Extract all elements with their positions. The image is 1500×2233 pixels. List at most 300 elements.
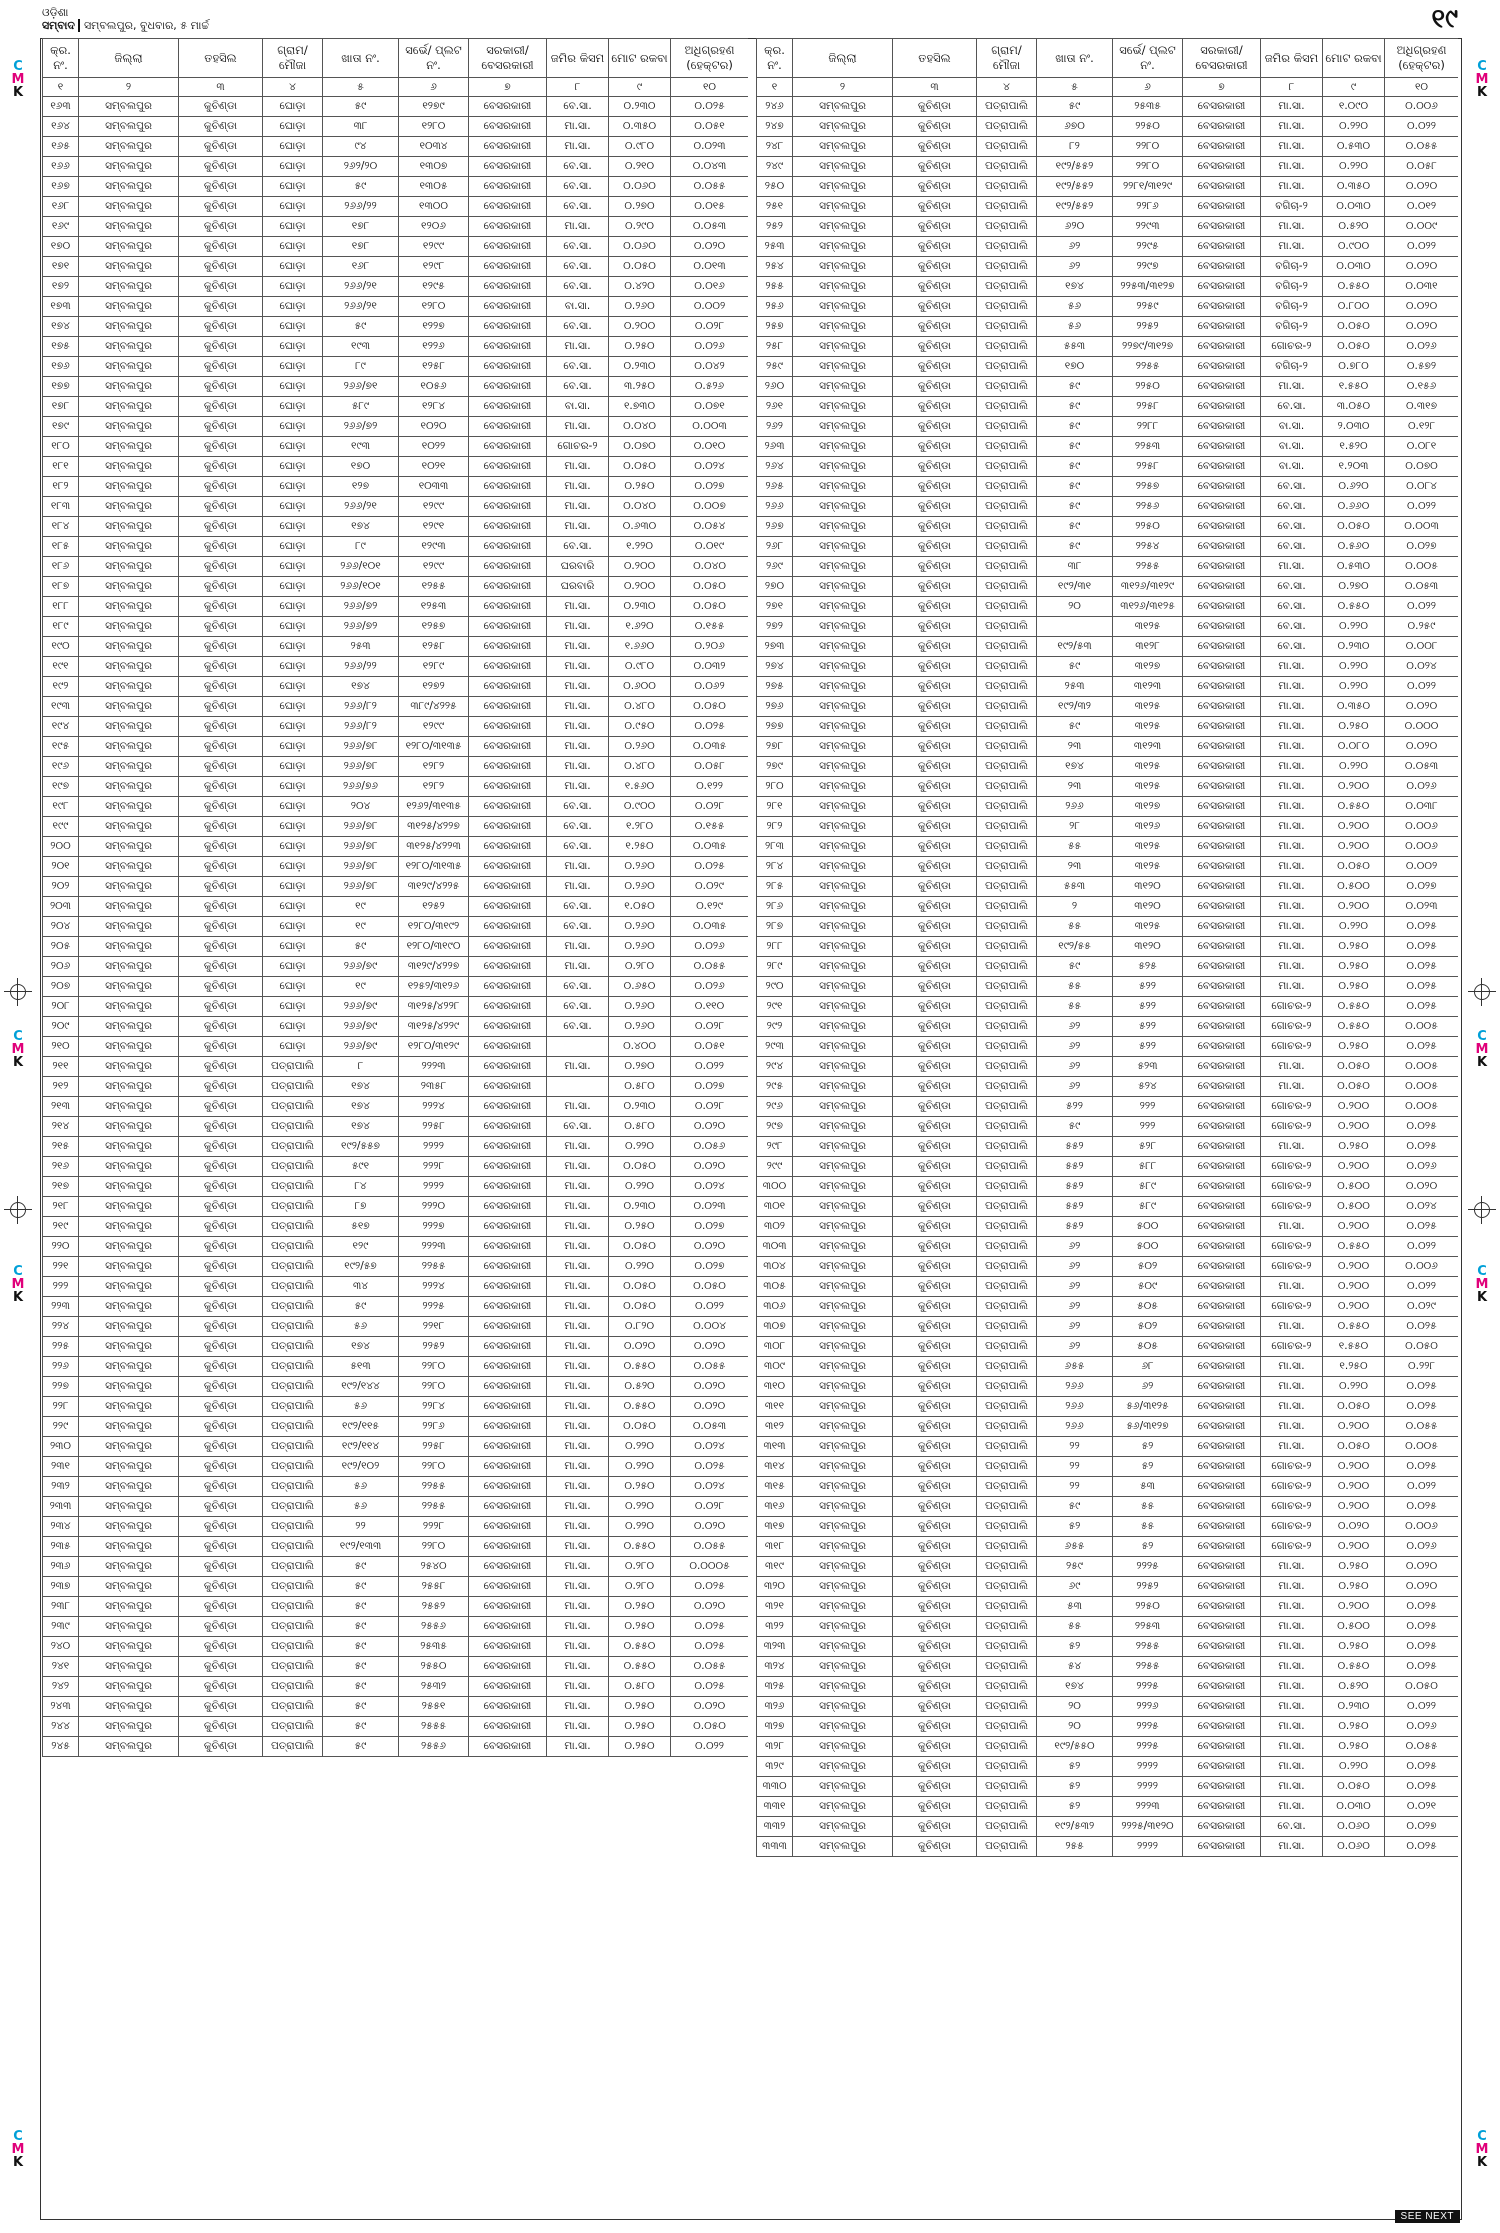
table-cell: ୦.୨୨୦ [609, 1517, 671, 1537]
table-row [757, 837, 1459, 857]
table-cell: ୦.୧୧୦ [671, 997, 749, 1017]
table-row [757, 657, 1459, 677]
table-cell: ୧୭୩ [43, 297, 79, 317]
table-cell: କୁଚିଣ୍ଡା [179, 877, 263, 897]
table-cell: ୧୨୯୩ [399, 537, 469, 557]
table-cell: ୨୬୬ [1037, 1417, 1113, 1437]
table-cell: କୁଚିଣ୍ଡା [893, 917, 977, 937]
table-cell: ପତ୍ରାପାଲି [263, 1677, 323, 1697]
table-cell: ସମ୍ବଲପୁର [793, 957, 893, 977]
table-cell: ସମ୍ବଲପୁର [79, 437, 179, 457]
table-cell: ୨୨୨୨ [399, 1137, 469, 1157]
table-cell: ପତ୍ରାପାଲି [977, 1557, 1037, 1577]
table-cell: ୨୬୬/୭୧ [323, 377, 399, 397]
table-cell: ୨୨ [1037, 1477, 1113, 1497]
table-cell: ୫୯ [1037, 457, 1113, 477]
table-row [43, 1557, 749, 1577]
column-number: ୫ [1037, 78, 1113, 97]
table-cell: ୦.୦୧୩ [671, 257, 749, 277]
table-cell: ଗୋଚର-୨ [1261, 1037, 1323, 1057]
table-cell: ମା.ସା. [1261, 937, 1323, 957]
table-cell: ୦.୦୦୬ [1385, 1257, 1459, 1277]
table-cell: କୁଚିଣ୍ଡା [893, 597, 977, 617]
table-cell: ବେ.ସା. [547, 837, 609, 857]
table-cell: ୩୧୪ [757, 1457, 793, 1477]
table-cell: କୁଚିଣ୍ଡା [893, 1177, 977, 1197]
table-cell: ୦.୦୫୦ [671, 597, 749, 617]
table-row [43, 1437, 749, 1457]
table-cell: ବେସରକାରୀ [469, 1437, 547, 1457]
table-cell: କୁଚିଣ୍ଡା [893, 1837, 977, 1857]
table-cell: ୨୮୫ [757, 877, 793, 897]
table-cell: ସମ୍ବଲପୁର [79, 417, 179, 437]
table-cell: ୨୬୬/୨୨ [323, 657, 399, 677]
table-cell: ୨୬୨ [757, 417, 793, 437]
table-cell: ଗୋଚର-୨ [1261, 1157, 1323, 1177]
table-cell: ୧୯୨/୫୫ [1037, 937, 1113, 957]
table-cell: ବେସରକାରୀ [1183, 277, 1261, 297]
table-cell: ୨୮୦ [757, 777, 793, 797]
city-label: ଓଡ଼ିଶା [42, 6, 69, 19]
table-cell: ଘୋଡ଼ା [263, 497, 323, 517]
table-cell: ୫୯ [1037, 657, 1113, 677]
table-cell: ୦.୧୫୫ [671, 817, 749, 837]
table-cell: ବେସରକାରୀ [1183, 1237, 1261, 1257]
table-cell: ୩୦୨ [757, 1217, 793, 1237]
table-cell: ୨୨୫୫ [1113, 1637, 1183, 1657]
table-cell: ୦.୦୨୪ [1385, 657, 1459, 677]
date-line: ସମ୍ବଲପୁର, ବୁଧବାର, ୫ ମାର୍ଚ୍ଚ [78, 19, 209, 32]
table-cell: ବେସରକାରୀ [469, 1277, 547, 1297]
table-cell: ବା.ସା. [547, 297, 609, 317]
table-cell: ୨୩ [1037, 857, 1113, 877]
table-cell: ବେ.ସା. [1261, 537, 1323, 557]
table-cell: ୩୧୨୫ [1113, 857, 1183, 877]
table-cell: ବେସରକାରୀ [1183, 517, 1261, 537]
table-cell: ପତ୍ରାପାଲି [263, 1357, 323, 1377]
table-row [757, 1797, 1459, 1817]
table-cell: ୦.୦୩୦ [1323, 197, 1385, 217]
column-number: ୬ [1113, 78, 1183, 97]
table-cell: କୁଚିଣ୍ଡା [893, 197, 977, 217]
table-cell: ୨୨୮୧/୩୧୨୯ [1113, 177, 1183, 197]
table-cell: ସମ୍ବଲପୁର [79, 1397, 179, 1417]
table-cell: ୦.୦୨୨ [1385, 237, 1459, 257]
table-cell: କୁଚିଣ୍ଡା [179, 1417, 263, 1437]
table-cell: ଘୋଡ଼ା [263, 537, 323, 557]
table-cell: ୦.୨୬୦ [609, 1017, 671, 1037]
table-row [757, 437, 1459, 457]
table-cell: ଘୋଡ଼ା [263, 857, 323, 877]
table-cell: ସମ୍ବଲପୁର [79, 1177, 179, 1197]
table-cell: ସମ୍ବଲପୁର [793, 1437, 893, 1457]
table-cell: ୦.୦୫୦ [1323, 517, 1385, 537]
table-cell: ୧୦୩୪ [399, 137, 469, 157]
table-cell: ୧୯୨/୫୫୭ [323, 1137, 399, 1157]
table-cell: ୦.୦୫୦ [1323, 317, 1385, 337]
table-cell: ୧୦୨୦ [399, 417, 469, 437]
table-cell: ବେସରକାରୀ [1183, 797, 1261, 817]
table-cell: ୧୨୮୦/୩୧୩୫ [399, 857, 469, 877]
table-cell: ପତ୍ରାପାଲି [977, 977, 1037, 997]
table-cell: ବେସରକାରୀ [469, 237, 547, 257]
table-cell: କୁଚିଣ୍ଡା [179, 257, 263, 277]
table-cell: ସମ୍ବଲପୁର [79, 317, 179, 337]
table-cell: ୨୦ [1037, 597, 1113, 617]
table-cell: ଘୋଡ଼ା [263, 517, 323, 537]
table-cell: ୨୨୫ [43, 1337, 79, 1357]
table-cell: ୦.୯୫୦ [609, 717, 671, 737]
table-cell: ୦.୨୨୦ [609, 1457, 671, 1477]
table-cell: ମା.ସା. [547, 1417, 609, 1437]
table-row [43, 1417, 749, 1437]
table-cell: ବେସରକାରୀ [469, 457, 547, 477]
table-row [43, 157, 749, 177]
table-cell: ୨୬୬/୮୨ [323, 697, 399, 717]
table-cell: ୦.୦୦୭ [671, 497, 749, 517]
table-cell: ୩୪ [323, 1277, 399, 1297]
table-cell: କୁଚିଣ୍ଡା [893, 637, 977, 657]
table-cell: ସମ୍ବଲପୁର [79, 1677, 179, 1697]
table-cell: ୨୨୨୨ [1113, 1837, 1183, 1857]
table-cell: ୩୦୧ [757, 1197, 793, 1217]
table-cell: ବେସରକାରୀ [1183, 637, 1261, 657]
table-cell: ସମ୍ବଲପୁର [79, 577, 179, 597]
table-cell: ସମ୍ବଲପୁର [793, 1177, 893, 1197]
table-row [757, 1077, 1459, 1097]
table-cell: ୨୬୫ [757, 477, 793, 497]
table-cell: ୨୬୬/୭୨ [323, 617, 399, 637]
table-row [757, 937, 1459, 957]
table-cell: ୦.୦୨୨ [671, 1057, 749, 1077]
table-cell: ୦.୦୨୨ [1385, 1697, 1459, 1717]
table-cell: ୦.୨୦୦ [1323, 1477, 1385, 1497]
table-cell: ୦.୦୨୭ [1385, 877, 1459, 897]
table-cell: ବେସରକାରୀ [1183, 117, 1261, 137]
table-cell: ୦.୦୦୦୫ [671, 1557, 749, 1577]
table-row [757, 397, 1459, 417]
table-cell: ବେସରକାରୀ [1183, 157, 1261, 177]
table-row [757, 917, 1459, 937]
table-cell: ୧.୨୫୦ [609, 837, 671, 857]
table-cell: ସମ୍ବଲପୁର [79, 237, 179, 257]
table-cell: ମା.ସା. [1261, 737, 1323, 757]
table-cell: ବେସରକାରୀ [469, 1157, 547, 1177]
table-cell: କୁଚିଣ୍ଡା [893, 1797, 977, 1817]
table-cell: କୁଚିଣ୍ଡା [179, 1017, 263, 1037]
table-cell: ୫୯ [1037, 717, 1113, 737]
table-cell: ଗୋଚର-୨ [1261, 1257, 1323, 1277]
table-cell: ବେସରକାରୀ [469, 657, 547, 677]
table-cell: ୦.୫୫୦ [1323, 1017, 1385, 1037]
table-cell: କୁଚିଣ୍ଡା [893, 657, 977, 677]
table-cell: ୧୨୫୫ [399, 577, 469, 597]
table-cell: ୦.୦୫୫ [671, 1357, 749, 1377]
table-cell: କୁଚିଣ୍ଡା [179, 1597, 263, 1617]
table-cell: ୧୯୮ [43, 797, 79, 817]
table-cell: ୨୨୨୭ [399, 1217, 469, 1237]
table-cell: ବେସରକାରୀ [469, 397, 547, 417]
table-cell: ୨୦୬ [43, 957, 79, 977]
table-cell: ୨୯୬ [757, 1097, 793, 1117]
table-cell: କୁଚିଣ୍ଡା [893, 857, 977, 877]
table-cell: ୦.୦୨୦ [671, 1597, 749, 1617]
table-cell: ୬୫୫ [1037, 1537, 1113, 1557]
table-cell: ସମ୍ବଲପୁର [793, 477, 893, 497]
table-cell: ୨୩୮ [43, 1597, 79, 1617]
table-cell: ପତ୍ରାପାଲି [263, 1717, 323, 1737]
table-cell: ୦.୫୦୦ [1323, 1617, 1385, 1637]
table-cell: ସମ୍ବଲପୁର [793, 1077, 893, 1097]
table-cell: ଘୋଡ଼ା [263, 397, 323, 417]
table-cell: ୧୨୫୮ [399, 357, 469, 377]
table-cell: ବେସରକାରୀ [469, 517, 547, 537]
table-cell: କୁଚିଣ୍ଡା [893, 1497, 977, 1517]
column-number-row [757, 78, 1459, 97]
table-cell: ୧୭୮ [323, 237, 399, 257]
table-cell: ସମ୍ବଲପୁର [79, 1697, 179, 1717]
table-cell: ପତ୍ରାପାଲି [977, 217, 1037, 237]
table-cell: ଘୋଡ଼ା [263, 637, 323, 657]
table-cell: ମା.ସା. [547, 1517, 609, 1537]
table-row [43, 1157, 749, 1177]
table-row [43, 237, 749, 257]
table-cell: ୫୨୪ [1113, 1077, 1183, 1097]
table-cell: ୨୨୫୫ [1113, 557, 1183, 577]
table-cell: କୁଚିଣ୍ଡା [179, 397, 263, 417]
table-row [43, 337, 749, 357]
table-cell: ୧୮୭ [43, 577, 79, 597]
table-cell: ମା.ସା. [1261, 1617, 1323, 1637]
table-cell: ୦.୨୦୦ [1323, 1277, 1385, 1297]
table-cell: ମା.ସା. [1261, 1717, 1323, 1737]
table-cell: ମା.ସା. [547, 637, 609, 657]
table-row [43, 1077, 749, 1097]
table-row [757, 317, 1459, 337]
table-cell: ୨୨୫୦ [1113, 117, 1183, 137]
table-cell: ସମ୍ବଲପୁର [79, 1357, 179, 1377]
table-cell: ୨୨୨୫ [1113, 1677, 1183, 1697]
table-cell: ୦.୨୫୦ [609, 1617, 671, 1637]
table-cell: ୨୬୬/୨୨ [323, 197, 399, 217]
table-cell: କୁଚିଣ୍ଡା [179, 737, 263, 757]
table-cell: ବେସରକାରୀ [469, 197, 547, 217]
table-cell: ୦.୫୫୦ [1323, 997, 1385, 1017]
table-row [757, 1677, 1459, 1697]
table-cell: ୬୨ [1037, 1297, 1113, 1317]
table-row [43, 357, 749, 377]
table-cell: ଘୋଡ଼ା [263, 557, 323, 577]
column-header: ଖାତା ନଂ. [1037, 39, 1113, 78]
table-cell: ୬୭୦ [1037, 117, 1113, 137]
table-cell: ୦.୨୨୦ [1323, 157, 1385, 177]
table-cell: ବେସରକାରୀ [1183, 597, 1261, 617]
table-cell: ୨୧୩ [43, 1097, 79, 1117]
table-cell: ୨୯୧ [757, 997, 793, 1017]
table-cell: ପତ୍ରାପାଲି [263, 1497, 323, 1517]
table-cell: ୦.୨୬୦ [609, 877, 671, 897]
table-cell: ସମ୍ବଲପୁର [79, 1597, 179, 1617]
table-cell: ସମ୍ବଲପୁର [79, 1017, 179, 1037]
table-cell: ୯୪ [323, 137, 399, 157]
right-land-table [756, 38, 1458, 1857]
table-cell: ପତ୍ରାପାଲି [977, 377, 1037, 397]
table-cell: ବେସରକାରୀ [469, 137, 547, 157]
table-cell: ୦.୦୫୧ [671, 117, 749, 137]
table-cell: ୦.୫୫୦ [1323, 797, 1385, 817]
table-cell: ୫୯ [1037, 1497, 1113, 1517]
table-cell: କୁଚିଣ୍ଡା [893, 1097, 977, 1117]
table-cell: ୦.୦୨୫ [671, 1677, 749, 1697]
table-cell: ପତ୍ରାପାଲି [977, 277, 1037, 297]
table-row [43, 1497, 749, 1517]
table-cell: କୁଚିଣ୍ଡା [893, 1317, 977, 1337]
table-cell: ୨୮୮ [757, 937, 793, 957]
table-cell: ପତ୍ରାପାଲି [977, 757, 1037, 777]
table-cell: ୦.୫୨୦ [1323, 217, 1385, 237]
table-cell: ୨୦୮ [43, 997, 79, 1017]
table-cell: ପତ୍ରାପାଲି [977, 717, 1037, 737]
table-cell: ୨୬୬/୭୮ [323, 837, 399, 857]
table-cell: ବେସରକାରୀ [469, 157, 547, 177]
table-cell: ସମ୍ବଲପୁର [793, 797, 893, 817]
table-cell: ସମ୍ବଲପୁର [793, 737, 893, 757]
table-cell: ପତ୍ରାପାଲି [977, 937, 1037, 957]
table-cell: ୦.୨୩୦ [609, 597, 671, 617]
table-cell: ପତ୍ରାପାଲି [977, 1677, 1037, 1697]
table-cell: ବେସରକାରୀ [469, 1197, 547, 1217]
table-cell: କୁଚିଣ୍ଡା [179, 657, 263, 677]
table-row [43, 1337, 749, 1357]
table-cell: ୦.୦୦୩ [1385, 517, 1459, 537]
table-cell: କୁଚିଣ୍ଡା [179, 1557, 263, 1577]
table-row [757, 1257, 1459, 1277]
table-row [43, 777, 749, 797]
table-cell: ଗୋଚର-୨ [1261, 1337, 1323, 1357]
table-cell: ଘୋଡ଼ା [263, 257, 323, 277]
table-cell: ୦.୦୫୫ [671, 1537, 749, 1557]
table-cell: ମା.ସା. [1261, 1317, 1323, 1337]
table-cell: ୧୨୯୧ [399, 517, 469, 537]
table-row [757, 1537, 1459, 1557]
table-cell: ଘରବାରି [547, 577, 609, 597]
table-cell: ୨୯୨ [757, 1017, 793, 1037]
table-row [757, 1497, 1459, 1517]
table-cell: ୧୨୮୦/୩୧୨୯ [399, 1037, 469, 1057]
table-cell: ସମ୍ବଲପୁର [79, 337, 179, 357]
table-cell: ମା.ସା. [1261, 377, 1323, 397]
registration-mark [4, 978, 32, 1006]
table-row [757, 297, 1459, 317]
table-cell: ପତ୍ରାପାଲି [977, 437, 1037, 457]
table-cell: ୩୧୨୫ [1113, 617, 1183, 637]
table-cell: କୁଚିଣ୍ଡା [179, 777, 263, 797]
table-cell: ୨୪୫ [43, 1737, 79, 1757]
table-cell: ୫୨୨ [1037, 1097, 1113, 1117]
table-cell: ଘୋଡ଼ା [263, 897, 323, 917]
table-cell: ୩୧୨୫/୪୨୨୭ [399, 817, 469, 837]
table-cell: ୦.୨୦୦ [1323, 837, 1385, 857]
table-cell: ୦.୦୨୫ [1385, 1317, 1459, 1337]
table-cell: ପତ୍ରାପାଲି [977, 557, 1037, 577]
table-cell: ଘୋଡ଼ା [263, 357, 323, 377]
table-cell: ସମ୍ବଲପୁର [793, 417, 893, 437]
table-cell: ୫୨୨ [1113, 1017, 1183, 1037]
table-cell: ୫୬ [1037, 297, 1113, 317]
table-row [43, 517, 749, 537]
table-row [757, 1557, 1459, 1577]
table-cell: ପତ୍ରାପାଲି [977, 1757, 1037, 1777]
table-cell: ମା.ସା. [547, 1177, 609, 1197]
table-cell: ୨୨୭ [43, 1377, 79, 1397]
table-cell: ବେ.ସା. [547, 817, 609, 837]
table-cell: ଘୋଡ଼ା [263, 177, 323, 197]
table-cell: ୦.୨୦୦ [1323, 1297, 1385, 1317]
table-cell: କୁଚିଣ୍ଡା [893, 117, 977, 137]
table-cell: କୁଚିଣ୍ଡା [179, 1457, 263, 1477]
table-cell: ସମ୍ବଲପୁର [79, 137, 179, 157]
table-cell: କୁଚିଣ୍ଡା [893, 957, 977, 977]
table-cell: ସମ୍ବଲପୁର [79, 937, 179, 957]
table-cell: ୬୨ [1037, 1237, 1113, 1257]
table-cell: କୁଚିଣ୍ଡା [179, 717, 263, 737]
table-row [757, 1317, 1459, 1337]
table-cell: ୦.୨୮୦ [609, 1577, 671, 1597]
table-cell: କୁଚିଣ୍ଡା [179, 1037, 263, 1057]
table-cell: ମା.ସା. [547, 337, 609, 357]
table-row [757, 1177, 1459, 1197]
table-cell: ୦.୦୫୫ [671, 957, 749, 977]
table-cell: ଘୋଡ଼ା [263, 417, 323, 437]
table-cell: ୦.୦୨୦ [1385, 297, 1459, 317]
table-cell: ଘୋଡ଼ା [263, 977, 323, 997]
table-cell: ସମ୍ବଲପୁର [793, 1737, 893, 1757]
table-cell: ୦.୦୫୫ [1385, 1417, 1459, 1437]
table-cell: ୧୮୫ [43, 537, 79, 557]
table-cell: ଗୋଚର-୨ [1261, 337, 1323, 357]
table-row [757, 1417, 1459, 1437]
table-cell: ୨୬୧ [757, 397, 793, 417]
table-cell: ୦.୨୬୦ [609, 997, 671, 1017]
table-cell: ପତ୍ରାପାଲି [977, 657, 1037, 677]
table-cell: ମା.ସା. [1261, 157, 1323, 177]
table-cell: ସମ୍ବଲପୁର [793, 377, 893, 397]
table-cell: ୨୨୩ [43, 1297, 79, 1317]
table-row [757, 357, 1459, 377]
table-cell: ପତ୍ରାପାଲି [977, 1837, 1037, 1857]
table-cell: ବେ.ସା. [547, 257, 609, 277]
table-cell: ପତ୍ରାପାଲି [977, 117, 1037, 137]
table-cell: ୦.୫୨୬ [671, 377, 749, 397]
table-cell: ମା.ସା. [1261, 697, 1323, 717]
table-cell: ୦.୦୮୧ [1385, 437, 1459, 457]
table-row [43, 677, 749, 697]
table-cell: କୁଚିଣ୍ଡା [893, 717, 977, 737]
column-number: ୭ [469, 78, 547, 97]
table-cell: କୁଚିଣ୍ଡା [893, 1677, 977, 1697]
table-cell: ସମ୍ବଲପୁର [79, 377, 179, 397]
table-cell: କୁଚିଣ୍ଡା [893, 977, 977, 997]
table-cell: ସମ୍ବଲପୁର [79, 877, 179, 897]
table-cell: କୁଚିଣ୍ଡା [179, 677, 263, 697]
table-cell: ୦.୫୫୦ [609, 1397, 671, 1417]
table-cell: ୫୫୨ [1037, 1137, 1113, 1157]
table-cell: ପତ୍ରାପାଲି [977, 1777, 1037, 1797]
table-cell: ୦.୨୫୦ [609, 1697, 671, 1717]
table-cell: ୦.୨୫୯ [1385, 617, 1459, 637]
table-cell: ୧୭୪ [323, 517, 399, 537]
table-cell: କୁଚିଣ୍ଡା [179, 1177, 263, 1197]
